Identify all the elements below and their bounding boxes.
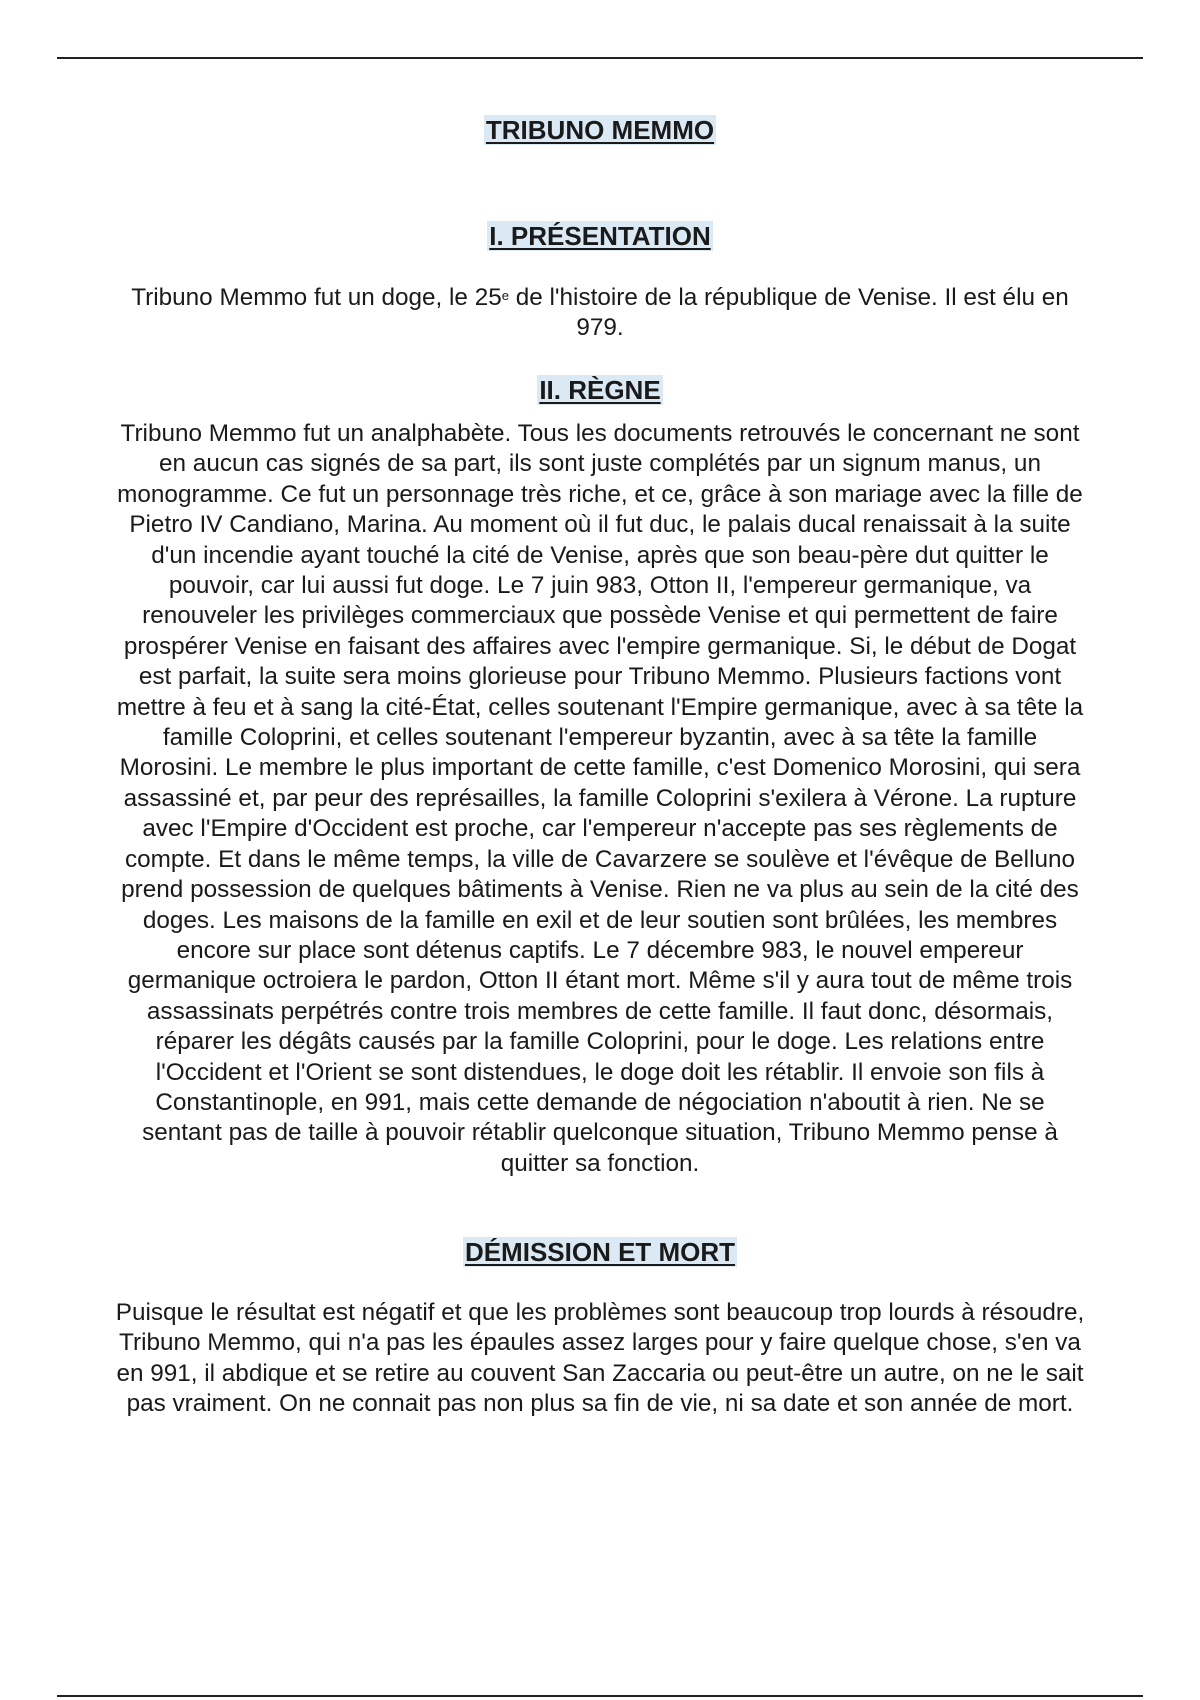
bottom-rule bbox=[57, 1695, 1143, 1697]
top-rule bbox=[57, 57, 1143, 59]
section-heading-presentation bbox=[115, 220, 1085, 252]
regne-paragraph: Tribuno Memmo fut un analphabète. Tous les documents retrouvés le concernant ne sont en aucun cas signés de sa part, ils sont juste complétés par un signum manus, un monogramme. Ce fut un personnage très riche, et ce, grâce à son mariage avec la fille de Pietro IV Candiano, Marina. Au moment où il fut duc, le palais ducal renaissait à la suite d'un incendie ayant touché la cité de Venise, après que son beau-père dut quitter le pouvoir, car lui aussi fut doge. Le 7 juin 983, Otton II, l'empereur germanique, va renouveler les privilèges commerciaux que possède Venise et qui permettent de faire prospérer Venise en faisant des affaires avec l'empire germanique. Si, le début de Dogat est parfait, la suite sera moins glorieuse pour Tribuno Memmo. Plusieurs factions vont mettre à feu et à sang la cité-État, celles soutenant l'Empire germanique, avec à sa tête la famille Coloprini, et celles soutenant l'empereur byzantin, avec à sa tête la famille Morosini. Le membre le plus important de cette famille, c'est Domenico Morosini, qui sera assassiné et, par peur des représailles, la famille Coloprini s'exilera à Vérone. La rupture avec l'Empire d'Occident est proche, car l'empereur n'accepte pas ses règlements de compte. Et dans le même temps, la ville de Cavarzere se soulève et l'évêque de Belluno prend possession de quelques bâtiments à Venise. Rien ne va plus au sein de la cité des doges. Les maisons de la famille en exil et de leur soutien sont brûlées, les membres encore sur place sont détenus captifs. Le 7 décembre 983, le nouvel empereur germanique octroiera le pardon, Otton II étant mort. Même s'il y aura tout de même trois assassinats perpétrés contre trois membres de cette famille. Il faut donc, désormais, réparer les dégâts causés par la famille Coloprini, pour le doge. Les relations entre l'Occident et l'Orient se sont distendues, le doge doit les rétablir. Il envoie son fils à Constantinople, en 991, mais cette demande de négociation n'aboutit à rien. Ne se sentant pas de taille à pouvoir rétablir quelconque situation, Tribuno Memmo pense à quitter sa fonction. bbox=[116, 420, 1084, 1177]
ordinal-superscript: e bbox=[501, 288, 509, 303]
section-heading-regne-text: II. RÈGNE bbox=[539, 375, 661, 405]
section-heading-regne bbox=[115, 374, 1085, 406]
presentation-text-end: de l'histoire de la république de Venise. Il est élu en 979. bbox=[508, 284, 1069, 342]
section-heading-presentation-text: I. PRÉSENTATION bbox=[489, 221, 711, 251]
demission-paragraph: Puisque le résultat est négatif et que les problèmes sont beaucoup trop lourds à résoudre, Tribuno Memmo, qui n'a pas les épaules assez larges pour y faire quelque chose, s'en va en 991, il abdique et se retire au couvent San Zaccaria ou peut-être un autre, on ne le sait pas vraiment. On ne connait pas non plus sa fin de vie, ni sa date et son année de mort. bbox=[115, 1299, 1085, 1418]
section-heading-demission-text: DÉMISSION ET MORT bbox=[464, 1237, 736, 1267]
document-title-text: TRIBUNO MEMMO bbox=[485, 115, 715, 145]
document-title bbox=[115, 114, 1085, 146]
presentation-paragraph bbox=[115, 283, 1085, 344]
presentation-text-start: Tribuno Memmo fut un doge, le 25 bbox=[131, 284, 502, 311]
section-heading-demission bbox=[115, 1236, 1085, 1268]
